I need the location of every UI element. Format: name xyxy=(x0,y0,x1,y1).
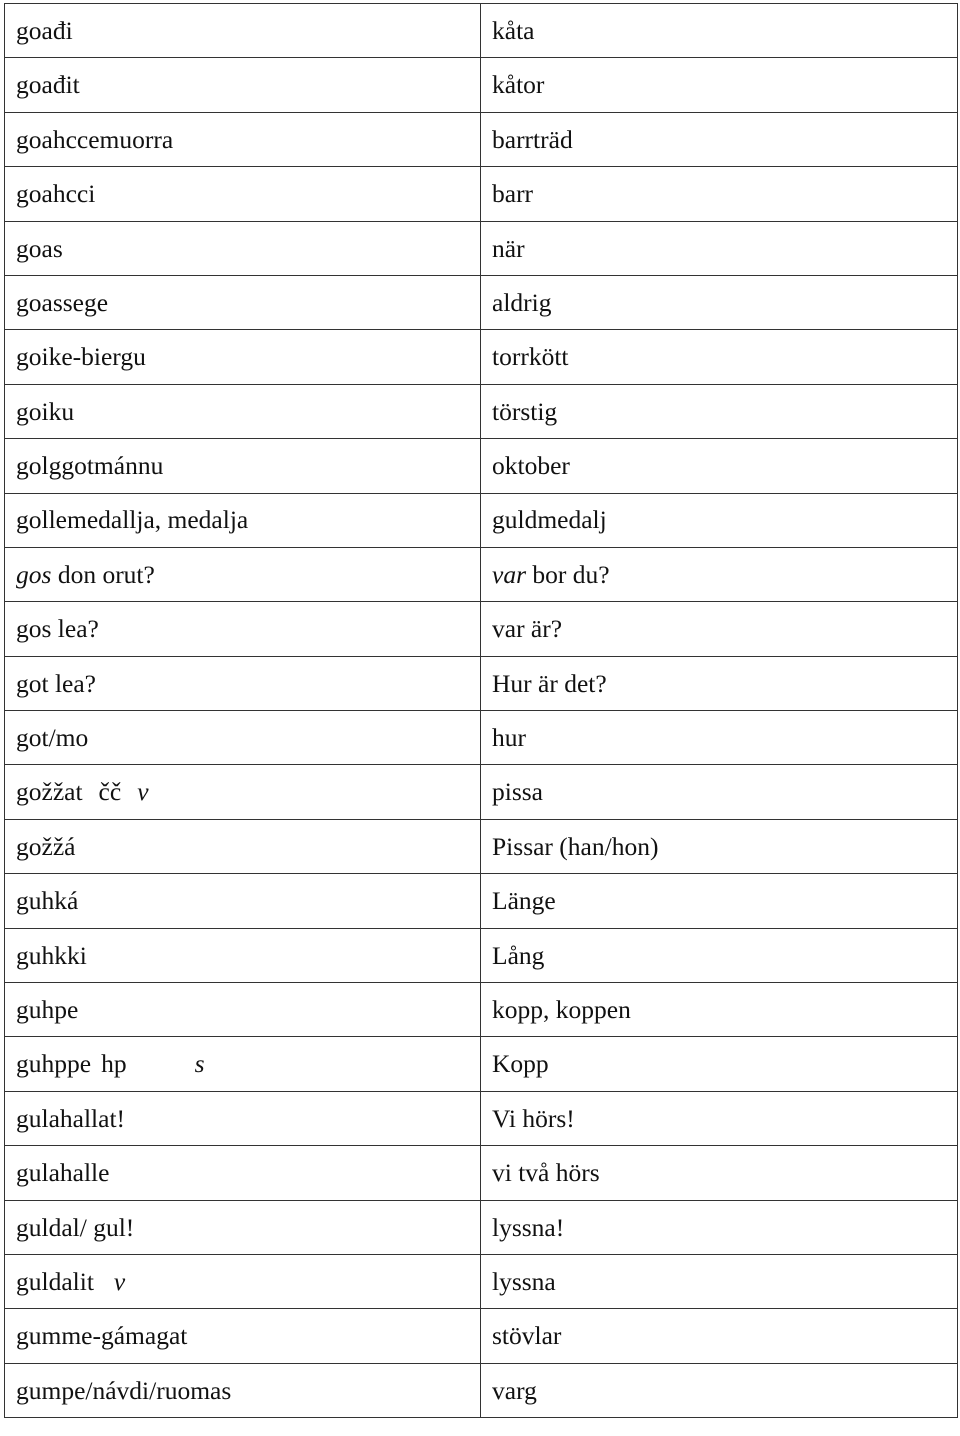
swedish-translation-emphasis: var xyxy=(492,559,526,589)
swedish-translation: oktober xyxy=(481,439,958,493)
swedish-translation: aldrig xyxy=(481,275,958,329)
sami-term-emphasis: gos xyxy=(16,559,52,589)
swedish-translation: guldmedalj xyxy=(481,493,958,547)
word-class-marker: v xyxy=(113,1266,126,1296)
swedish-translation: när xyxy=(481,221,958,275)
table-row xyxy=(5,602,958,656)
table-row xyxy=(5,4,958,58)
sami-term xyxy=(5,1037,481,1091)
sami-term-word: gožžat xyxy=(16,777,83,807)
table-row xyxy=(5,1200,958,1254)
table-row xyxy=(5,439,958,493)
consonant-gradation-note: hp xyxy=(101,1049,127,1079)
sami-term: golggotmánnu xyxy=(5,439,481,493)
swedish-translation: pissa xyxy=(481,765,958,819)
table-row xyxy=(5,493,958,547)
sami-term: goahcci xyxy=(5,167,481,221)
table-row xyxy=(5,1037,958,1091)
sami-term: gos lea? xyxy=(5,602,481,656)
swedish-translation xyxy=(481,547,958,601)
sami-term: guhká xyxy=(5,874,481,928)
table-row xyxy=(5,221,958,275)
table-row xyxy=(5,330,958,384)
sami-term: guhkki xyxy=(5,928,481,982)
sami-term: goađi xyxy=(5,4,481,58)
sami-term: goike-biergu xyxy=(5,330,481,384)
table-row xyxy=(5,656,958,710)
sami-term: got/mo xyxy=(5,711,481,765)
sami-term: gollemedallja, medalja xyxy=(5,493,481,547)
swedish-translation: Länge xyxy=(481,874,958,928)
swedish-translation: barrträd xyxy=(481,112,958,166)
sami-term: goassege xyxy=(5,275,481,329)
table-row xyxy=(5,765,958,819)
table-row xyxy=(5,874,958,928)
sami-term: gulahalle xyxy=(5,1146,481,1200)
sami-term: goahccemuorra xyxy=(5,112,481,166)
sami-term: goas xyxy=(5,221,481,275)
swedish-translation: lyssna! xyxy=(481,1200,958,1254)
sami-term-word: guhppe xyxy=(16,1049,92,1079)
swedish-translation: barr xyxy=(481,167,958,221)
word-class-marker: v xyxy=(137,777,149,807)
sami-term: gumme-gámagat xyxy=(5,1309,481,1363)
sami-term: goiku xyxy=(5,384,481,438)
vocabulary-table xyxy=(4,3,958,1418)
swedish-translation: var är? xyxy=(481,602,958,656)
table-row xyxy=(5,1309,958,1363)
swedish-translation-rest: bor du? xyxy=(526,559,610,589)
table-row xyxy=(5,275,958,329)
swedish-translation: stövlar xyxy=(481,1309,958,1363)
swedish-translation: hur xyxy=(481,711,958,765)
table-row xyxy=(5,112,958,166)
sami-term: guldal/ gul! xyxy=(5,1200,481,1254)
sami-term: gulahallat! xyxy=(5,1091,481,1145)
swedish-translation: Lång xyxy=(481,928,958,982)
sami-term-word: guldalit xyxy=(16,1266,94,1296)
table-row xyxy=(5,547,958,601)
sami-term: gumpe/návdi/ruomas xyxy=(5,1363,481,1417)
swedish-translation: kåta xyxy=(481,4,958,58)
table-row xyxy=(5,167,958,221)
table-row xyxy=(5,983,958,1037)
table-row xyxy=(5,928,958,982)
sami-term xyxy=(5,1254,481,1308)
table-row xyxy=(5,711,958,765)
table-row xyxy=(5,1254,958,1308)
sami-term: got lea? xyxy=(5,656,481,710)
swedish-translation: törstig xyxy=(481,384,958,438)
consonant-gradation-note: čč xyxy=(98,777,122,807)
swedish-translation: lyssna xyxy=(481,1254,958,1308)
sami-term xyxy=(5,765,481,819)
sami-term: gožžá xyxy=(5,819,481,873)
sami-term-rest: don orut? xyxy=(51,559,155,589)
sami-term xyxy=(5,547,481,601)
swedish-translation: varg xyxy=(481,1363,958,1417)
table-row xyxy=(5,1146,958,1200)
sami-term: goađit xyxy=(5,58,481,112)
table-row xyxy=(5,819,958,873)
table-row xyxy=(5,1091,958,1145)
swedish-translation: Kopp xyxy=(481,1037,958,1091)
table-row xyxy=(5,384,958,438)
table-row xyxy=(5,1363,958,1417)
word-class-marker: s xyxy=(194,1049,205,1079)
swedish-translation: kopp, koppen xyxy=(481,983,958,1037)
table-row xyxy=(5,58,958,112)
swedish-translation: Hur är det? xyxy=(481,656,958,710)
swedish-translation: torrkött xyxy=(481,330,958,384)
swedish-translation: vi två hörs xyxy=(481,1146,958,1200)
sami-term: guhpe xyxy=(5,983,481,1037)
swedish-translation: Vi hörs! xyxy=(481,1091,958,1145)
swedish-translation: Pissar (han/hon) xyxy=(481,819,958,873)
swedish-translation: kåtor xyxy=(481,58,958,112)
